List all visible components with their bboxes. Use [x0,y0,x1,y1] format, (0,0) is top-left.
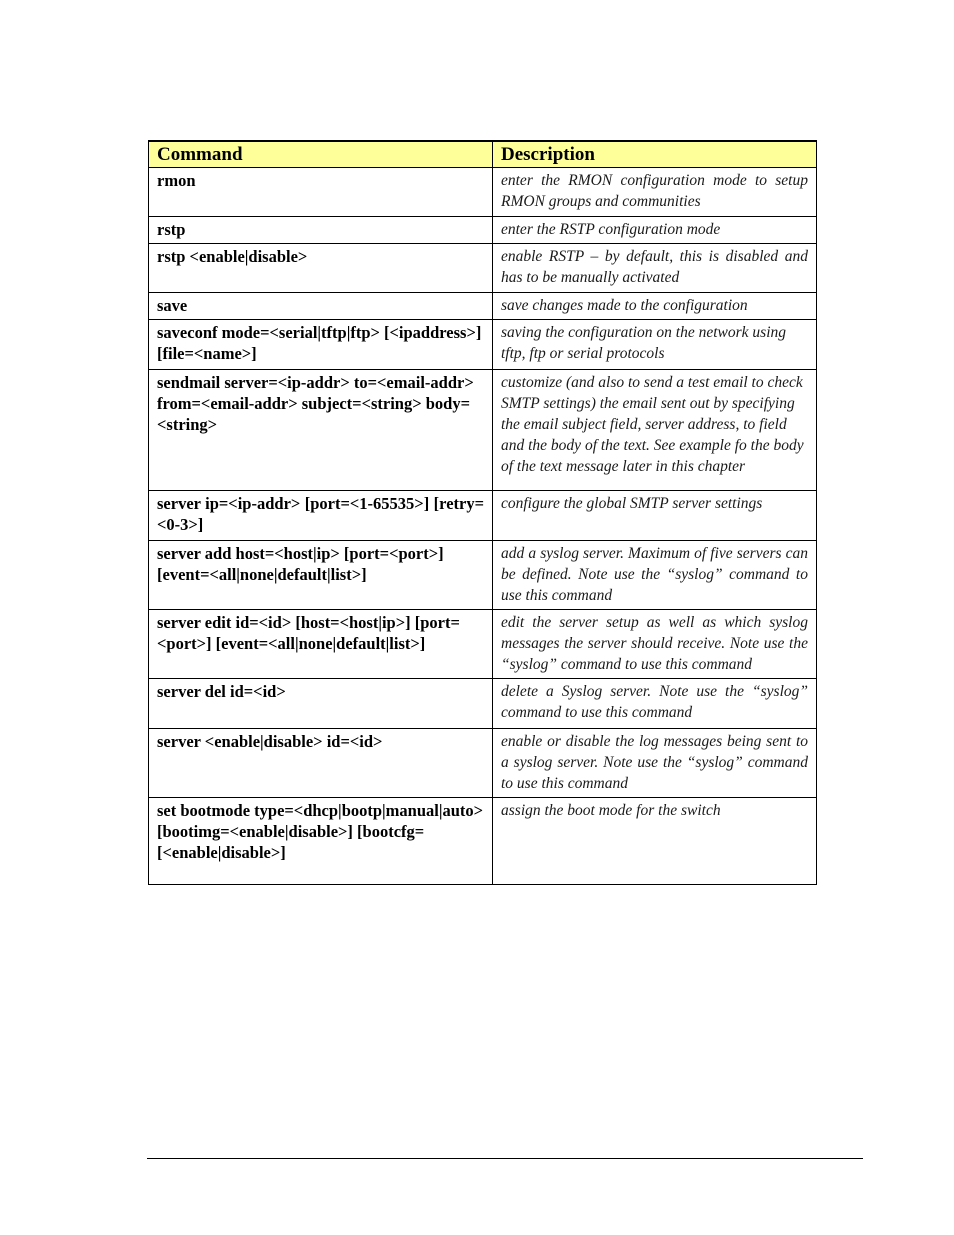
command-table [148,140,817,885]
table-row [149,370,817,491]
command-cell: server edit id=<id> [host=<host|ip>] [port=<port>] [event=<all|none|default|list>] [149,610,493,679]
table-row [149,610,817,679]
table-row [149,491,817,541]
command-cell: rstp <enable|disable> [149,244,493,293]
description-cell: saving the configuration on the network using tftp, ftp or serial protocols [493,320,817,370]
command-cell: save [149,293,493,320]
description-cell: edit the server setup as well as which syslog messages the server should receive. Note use the “syslog” command to use this command [493,610,817,679]
description-cell: assign the boot mode for the switch [493,798,817,885]
command-cell: rmon [149,168,493,217]
column-header-command: Command [149,141,493,168]
description-cell: enter the RMON configuration mode to setup RMON groups and communities [493,168,817,217]
command-cell: sendmail server=<ip-addr> to=<email-addr> from=<email-addr> subject=<string> body=<string> [149,370,493,491]
table-row [149,217,817,244]
command-cell: saveconf mode=<serial|tftp|ftp> [<ipaddress>] [file=<name>] [149,320,493,370]
command-cell: set bootmode type=<dhcp|bootp|manual|auto> [bootimg=<enable|disable>] [bootcfg=[<enable|disable>] [149,798,493,885]
description-cell: enable RSTP – by default, this is disabled and has to be manually activated [493,244,817,293]
description-cell: add a syslog server. Maximum of five servers can be defined. Note use the “syslog” command to use this command [493,541,817,610]
command-cell: server del id=<id> [149,679,493,729]
description-cell: customize (and also to send a test email to check SMTP settings) the email sent out by specifying the email subject field, server address, to field and the body of the text. See example fo the body of the text message later in this chapter [493,370,817,491]
command-cell: server add host=<host|ip> [port=<port>] [event=<all|none|default|list>] [149,541,493,610]
table-header-row [149,141,817,168]
column-header-description: Description [493,141,817,168]
table-row [149,729,817,798]
description-cell: enter the RSTP configuration mode [493,217,817,244]
table-row [149,168,817,217]
table-row [149,293,817,320]
table-row [149,541,817,610]
command-cell: server <enable|disable> id=<id> [149,729,493,798]
description-cell: configure the global SMTP server settings [493,491,817,541]
description-cell: enable or disable the log messages being sent to a syslog server. Note use the “syslog” command to use this command [493,729,817,798]
table-row [149,320,817,370]
footer-divider [147,1158,863,1159]
table-row [149,244,817,293]
table-row [149,798,817,885]
command-cell: server ip=<ip-addr> [port=<1-65535>] [retry=<0-3>] [149,491,493,541]
table-row [149,679,817,729]
description-cell: delete a Syslog server. Note use the “syslog” command to use this command [493,679,817,729]
command-cell: rstp [149,217,493,244]
description-cell: save changes made to the configuration [493,293,817,320]
